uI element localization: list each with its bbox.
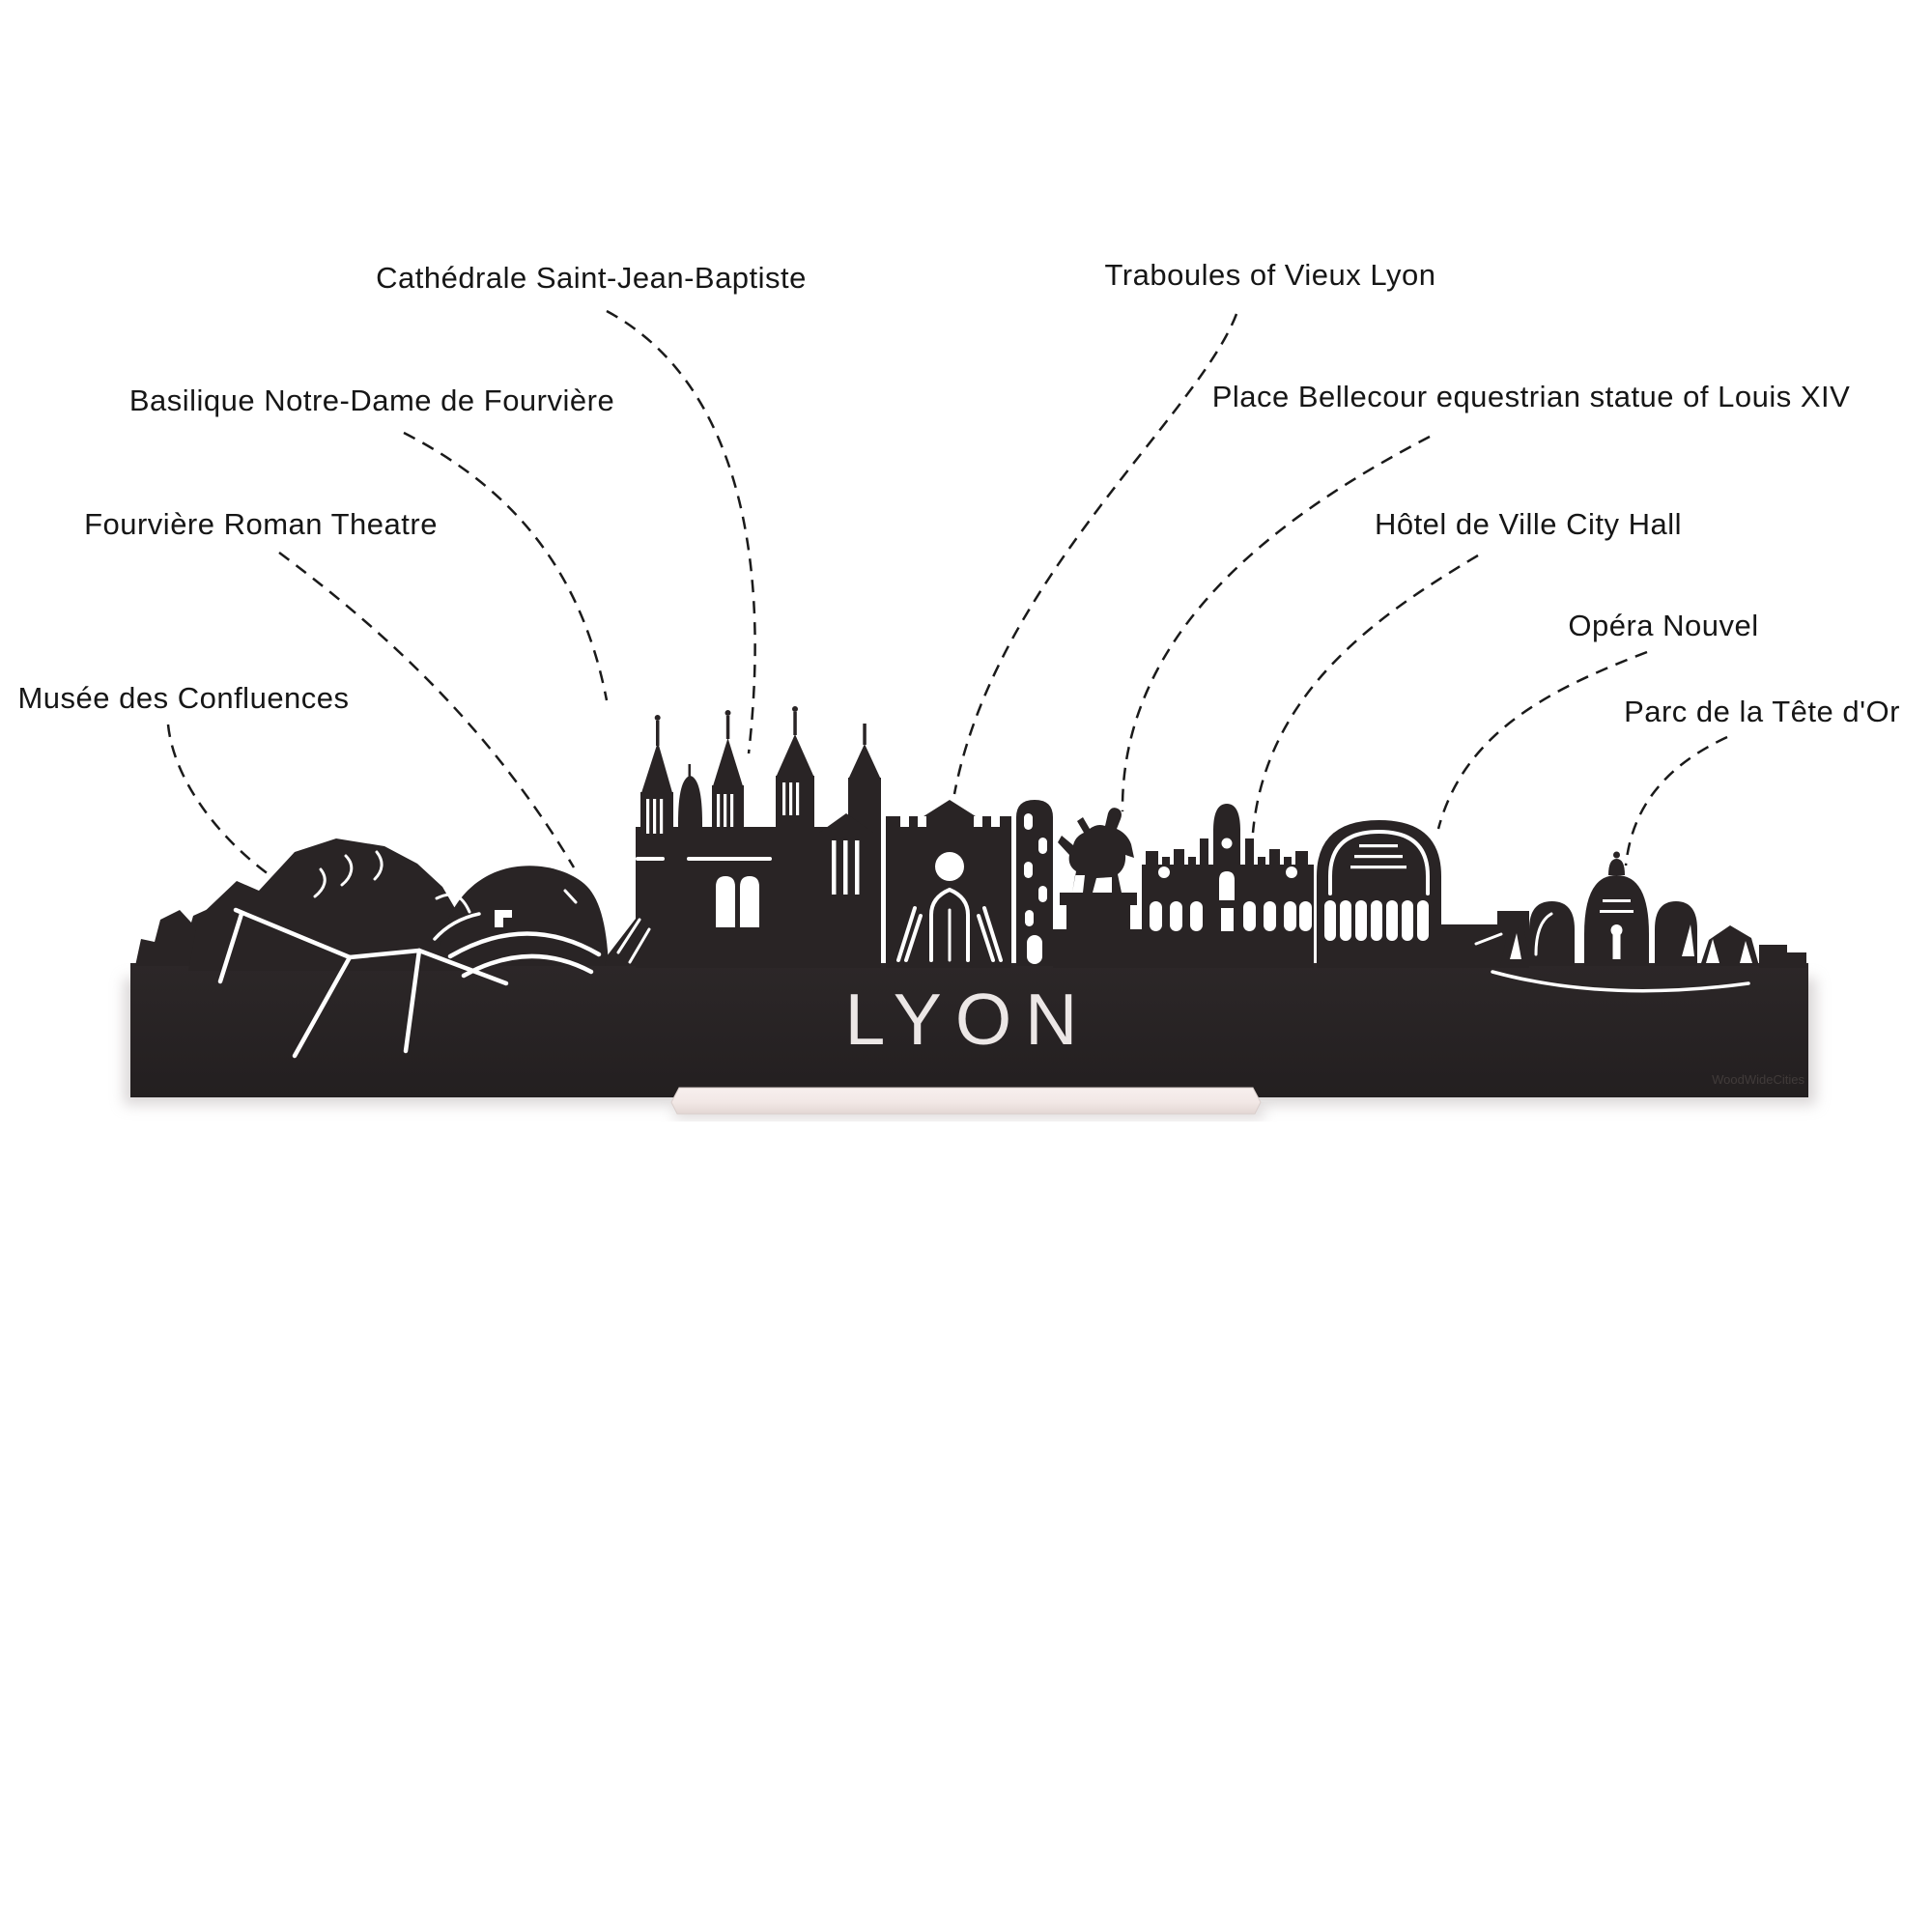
silhouette-basilique	[636, 706, 881, 968]
landmark-label-theatre: Fourvière Roman Theatre	[84, 506, 438, 541]
silhouette-opera	[1317, 820, 1441, 968]
callout-line-hotel-de-ville	[1253, 555, 1478, 833]
landmark-label-hotel-de-ville: Hôtel de Ville City Hall	[1374, 506, 1683, 541]
callout-line-traboules	[954, 314, 1236, 794]
landmark-label-musee: Musée des Confluences	[17, 680, 350, 715]
callout-line-opera	[1438, 652, 1647, 829]
callout-line-cathedrale	[607, 311, 755, 753]
landmark-label-bellecour: Place Bellecour equestrian statue of Louis XIV	[1211, 379, 1851, 413]
landmark-label-traboules: Traboules of Vieux Lyon	[1104, 257, 1436, 292]
callout-line-parc	[1626, 737, 1727, 866]
landmark-label-cathedrale: Cathédrale Saint-Jean-Baptiste	[376, 260, 807, 295]
stand-base	[671, 1088, 1261, 1114]
watermark-text: WoodWideCities	[1712, 1072, 1804, 1087]
landmark-label-basilique: Basilique Notre-Dame de Fourvière	[128, 383, 615, 417]
silhouette-parc	[1500, 852, 1806, 969]
callout-line-bellecour	[1122, 437, 1430, 811]
landmark-label-parc: Parc de la Tête d'Or	[1624, 694, 1900, 728]
callout-line-basilique	[404, 433, 607, 700]
city-name-cutout: LYON	[844, 979, 1092, 1060]
callout-line-musee	[168, 724, 269, 874]
landmark-label-opera: Opéra Nouvel	[1568, 608, 1759, 642]
silhouette-statue	[1058, 808, 1137, 965]
